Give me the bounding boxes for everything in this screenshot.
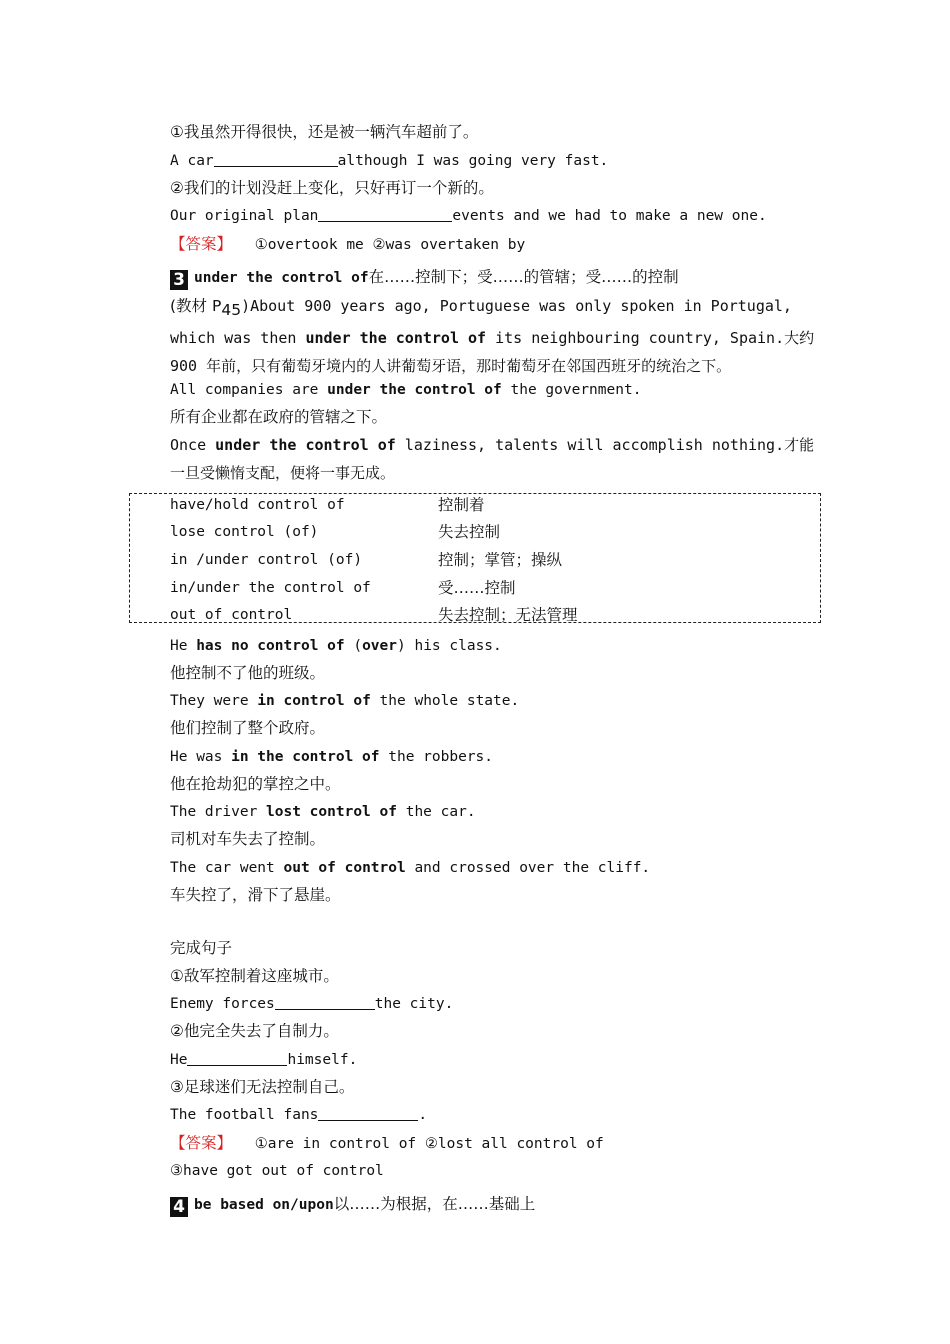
phrase-row: [170, 605, 578, 625]
section-meaning: 以……为根据，在……基础上: [333, 1195, 536, 1213]
exercise-q2-en: [170, 206, 767, 226]
section-heading-4: [170, 1194, 535, 1217]
sentence-2-en: [170, 691, 519, 711]
answer-text: ①are in control of ②lost all control of: [254, 1136, 604, 1152]
section-heading-3: [170, 267, 679, 290]
example-3: [136, 431, 816, 487]
text: The football fans: [170, 1107, 319, 1123]
sentence-part: A car: [170, 153, 214, 169]
exercise-q1-cn: ①我虽然开得很快，还是被一辆汽车超前了。: [170, 123, 479, 141]
text: (教材 P: [170, 297, 222, 315]
text: He: [170, 1052, 188, 1068]
task-3-cn: ③足球迷们无法控制自己。: [170, 1078, 355, 1096]
task-2-cn: ②他完全失去了自制力。: [170, 1022, 339, 1040]
highlight-phrase: out of control: [283, 860, 406, 876]
fill-blank[interactable]: [214, 152, 338, 167]
text: The car went: [170, 860, 284, 876]
phrase-cn: 控制着: [438, 496, 485, 514]
fill-blank[interactable]: [318, 1106, 418, 1121]
exercise-q1-en: [170, 151, 608, 171]
phrase-en: out of control: [170, 607, 293, 623]
page-subscript: 45: [221, 301, 242, 319]
text: the whole state.: [370, 693, 520, 709]
phrase-box: [129, 493, 821, 623]
phrase-cn: 失去控制；无法管理: [438, 606, 578, 624]
phrase-en: have/hold control of: [170, 497, 345, 513]
phrase-en: in/under the control of: [170, 580, 371, 596]
text: All companies are: [170, 382, 328, 398]
sentence-1-cn: 他控制不了他的班级。: [170, 664, 326, 682]
task-1-cn: ①敌军控制着这座城市。: [170, 967, 339, 985]
sentence-4-cn: 司机对车失去了控制。: [170, 830, 326, 848]
text: He: [170, 638, 197, 654]
text: Enemy forces: [170, 996, 275, 1012]
highlight-phrase: under the control of: [327, 382, 502, 398]
section-meaning: 在……控制下；受……的管辖；受……的控制: [368, 268, 679, 286]
highlight-phrase: in the control of: [231, 749, 380, 765]
sentence-5-cn: 车失控了，滑下了悬崖。: [170, 886, 341, 904]
fill-blank[interactable]: [187, 1051, 287, 1066]
task-2-en: [170, 1050, 357, 1070]
text: its neighbouring country, Spain.大约 900 年前，只有葡萄牙境内的人讲葡萄牙语，那时葡萄牙在邻国西班牙的统治之下。: [170, 329, 815, 375]
sentence-3-en: [170, 747, 493, 767]
text: The driver: [170, 804, 267, 820]
section-number-badge: 4: [170, 1197, 188, 1217]
phrase-cn: 受……控制: [438, 579, 516, 597]
phrase-en: in /under control (of): [170, 552, 363, 568]
sentence-2-cn: 他们控制了整个政府。: [170, 719, 326, 737]
phrase-row: [170, 495, 485, 515]
answer-line: [170, 1133, 604, 1154]
answer-text: ①overtook me ②was overtaken by: [254, 237, 526, 253]
answer-line-2: ③have got out of control: [170, 1163, 384, 1179]
phrase-row: [170, 550, 563, 570]
text: )About 900 years ago, Portuguese was only spoken in Portugal, which was then: [170, 297, 792, 347]
sentence-3-cn: 他在抢劫犯的掌控之中。: [170, 775, 341, 793]
fill-blank[interactable]: [275, 995, 375, 1010]
textbook-example: [136, 292, 816, 380]
highlight-phrase: under the control of: [305, 329, 487, 347]
text: the government.: [501, 382, 642, 398]
fill-blank[interactable]: [318, 207, 452, 222]
text: and crossed over the cliff.: [405, 860, 651, 876]
highlight-phrase: lost control of: [266, 804, 397, 820]
highlight-phrase: has no control of: [196, 638, 345, 654]
text: He was: [170, 749, 232, 765]
task-title: 完成句子: [170, 939, 233, 957]
sentence-part: although I was going very fast.: [337, 153, 609, 169]
phrase-en: lose control (of): [170, 524, 319, 540]
task-1-en: [170, 994, 453, 1014]
text: the car.: [396, 804, 476, 820]
text: .: [418, 1107, 428, 1123]
highlight-phrase: in control of: [257, 693, 371, 709]
text: the city.: [374, 996, 454, 1012]
highlight-phrase: under the control of: [215, 436, 396, 454]
sentence-4-en: [170, 802, 476, 822]
example-2-cn: 所有企业都在政府的管辖之下。: [170, 408, 388, 426]
sentence-5-en: [170, 858, 650, 878]
sentence-1-en: [170, 636, 502, 656]
task-3-en: [170, 1105, 427, 1125]
phrase-cn: 失去控制: [438, 523, 501, 541]
text: Once: [170, 436, 216, 454]
answer-label: 【答案】: [170, 235, 233, 253]
sentence-part: events and we had to make a new one.: [452, 208, 767, 224]
exercise-q2-cn: ②我们的计划没赶上变化，只好再订一个新的。: [170, 179, 494, 197]
example-2-en: [170, 380, 641, 400]
text: himself.: [287, 1052, 358, 1068]
text: They were: [170, 693, 258, 709]
phrase-row: [170, 578, 516, 598]
section-phrase: be based on/upon: [194, 1197, 334, 1213]
highlight-phrase: over: [362, 638, 397, 654]
phrase-cn: 控制；掌管；操纵: [438, 551, 563, 569]
section-number-badge: 3: [170, 270, 188, 290]
text: the robbers.: [379, 749, 494, 765]
sentence-part: Our original plan: [170, 208, 319, 224]
phrase-row: [170, 522, 501, 542]
answer-line: [170, 234, 525, 255]
text: laziness, talents will accomplish nothing.才能一旦受懒惰支配，便将一事无成。: [170, 436, 815, 482]
text: ) his class.: [397, 638, 502, 654]
text: (: [344, 638, 363, 654]
answer-label: 【答案】: [170, 1134, 233, 1152]
section-phrase: under the control of: [194, 270, 369, 286]
